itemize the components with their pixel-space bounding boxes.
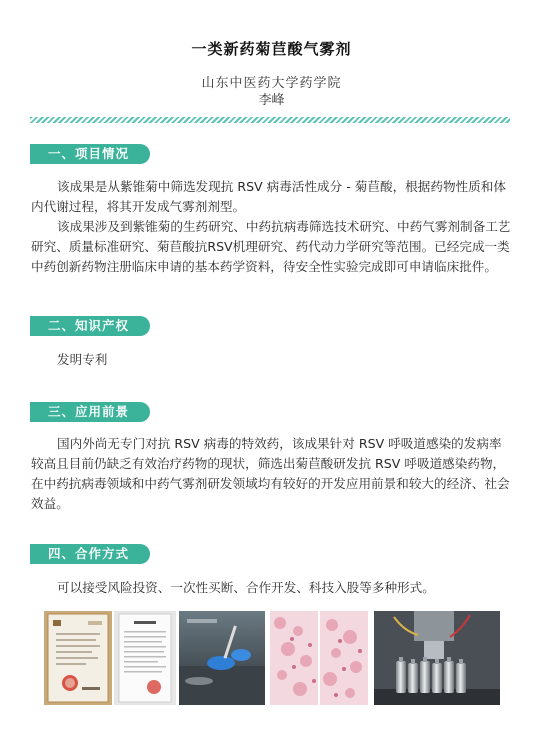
section-body-ip xyxy=(31,350,511,370)
section-heading-cooperation: 四、合作方式 xyxy=(30,544,150,564)
section-body-prospects xyxy=(31,434,511,514)
section-heading-prospects: 三、应用前景 xyxy=(30,402,150,422)
project-paragraph-2: 该成果涉及到紫锥菊的生药研究、中药抗病毒筛选技术研究、中药气雾剂制备工艺研究、质量标准研究、菊苣酸抗RSV机理研究、药代动力学研究等范围。已经完成一类中药创新药物注册临床申请的基本药学资料，待安全性实验完成即可申请临床批件。 xyxy=(31,219,511,274)
section-body-cooperation xyxy=(31,578,511,598)
photo-strip xyxy=(44,611,500,705)
section-heading-ip: 二、知识产权 xyxy=(30,316,150,336)
institution-name: 山东中医药大学药学院 xyxy=(201,76,342,91)
header-divider xyxy=(30,117,510,123)
author-name: 李峰 xyxy=(258,93,285,108)
document-title: 一类新药菊苣酸气雾剂 xyxy=(191,40,352,58)
section-heading-project: 一、项目情况 xyxy=(30,144,150,164)
tissue-slide-photo xyxy=(270,611,368,705)
aerosol-canisters-photo xyxy=(374,611,500,705)
section-body-project xyxy=(31,177,511,277)
prospects-paragraph: 国内外尚无专门对抗 RSV 病毒的特效药，该成果针对 RSV 呼吸道感染的发病率较高且目前仍缺乏有效治疗药物的现状，筛选出菊苣酸研发抗 RSV 呼吸道感染药物，在中药抗病毒领域和中药气雾剂研发领域均有较好的开发应用前景和较大的经济、社会效益。 xyxy=(31,436,510,511)
cooperation-paragraph: 可以接受风险投资、一次性买断、合作开发、科技入股等多种形式。 xyxy=(57,580,435,595)
ip-paragraph: 发明专利 xyxy=(57,352,108,367)
patent-certificate-photo xyxy=(44,611,112,705)
project-paragraph-1: 该成果是从紫锥菊中筛选发现抗 RSV 病毒活性成分 - 菊苣酸，根据药物性质和体内代谢过程，将其开发成气雾剂剂型。 xyxy=(31,179,506,214)
patent-document-photo xyxy=(114,611,176,705)
lab-experiment-photo xyxy=(179,611,265,705)
